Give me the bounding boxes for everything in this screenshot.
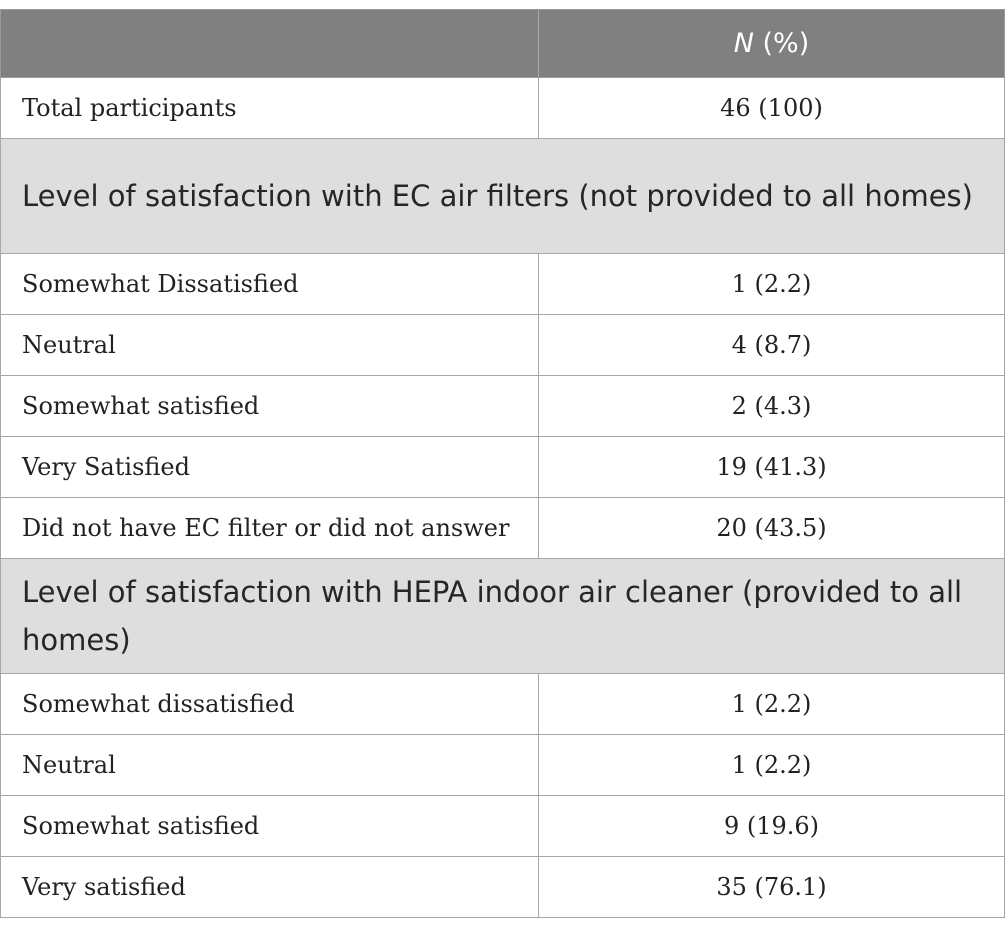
row-label: Somewhat dissatisfied [1, 674, 539, 735]
table-row [1, 315, 1005, 376]
row-value: 1 (2.2) [539, 735, 1005, 796]
row-value: 9 (19.6) [539, 796, 1005, 857]
table-row [1, 437, 1005, 498]
row-label: Somewhat Dissatisfied [1, 254, 539, 315]
table-header-row [1, 10, 1005, 78]
table-row [1, 498, 1005, 559]
section-title: Level of satisfaction with HEPA indoor air cleaner (provided to all homes) [1, 559, 1005, 674]
row-label: Very satisfied [1, 857, 539, 918]
table-row [1, 796, 1005, 857]
total-value: 46 (100) [539, 78, 1005, 139]
satisfaction-table [0, 9, 1005, 918]
row-value: 20 (43.5) [539, 498, 1005, 559]
table-row [1, 857, 1005, 918]
header-n-percent [539, 10, 1005, 78]
header-percent-label: (%) [753, 28, 810, 59]
row-value: 4 (8.7) [539, 315, 1005, 376]
table-row [1, 674, 1005, 735]
table-row [1, 376, 1005, 437]
row-value: 2 (4.3) [539, 376, 1005, 437]
row-label: Neutral [1, 735, 539, 796]
row-label: Did not have EC filter or did not answer [1, 498, 539, 559]
row-label: Neutral [1, 315, 539, 376]
table-row [1, 735, 1005, 796]
header-empty-cell [1, 10, 539, 78]
total-label: Total participants [1, 78, 539, 139]
row-value: 1 (2.2) [539, 254, 1005, 315]
row-value: 1 (2.2) [539, 674, 1005, 735]
row-label: Somewhat satisfied [1, 376, 539, 437]
row-value: 35 (76.1) [539, 857, 1005, 918]
header-n-symbol: N [733, 28, 754, 59]
row-label: Very Satisfied [1, 437, 539, 498]
table-row [1, 254, 1005, 315]
section-header-ec-filters [1, 139, 1005, 254]
section-title: Level of satisfaction with EC air filters (not provided to all homes) [1, 139, 1005, 254]
row-value: 19 (41.3) [539, 437, 1005, 498]
section-header-hepa-cleaner [1, 559, 1005, 674]
total-row [1, 78, 1005, 139]
row-label: Somewhat satisfied [1, 796, 539, 857]
